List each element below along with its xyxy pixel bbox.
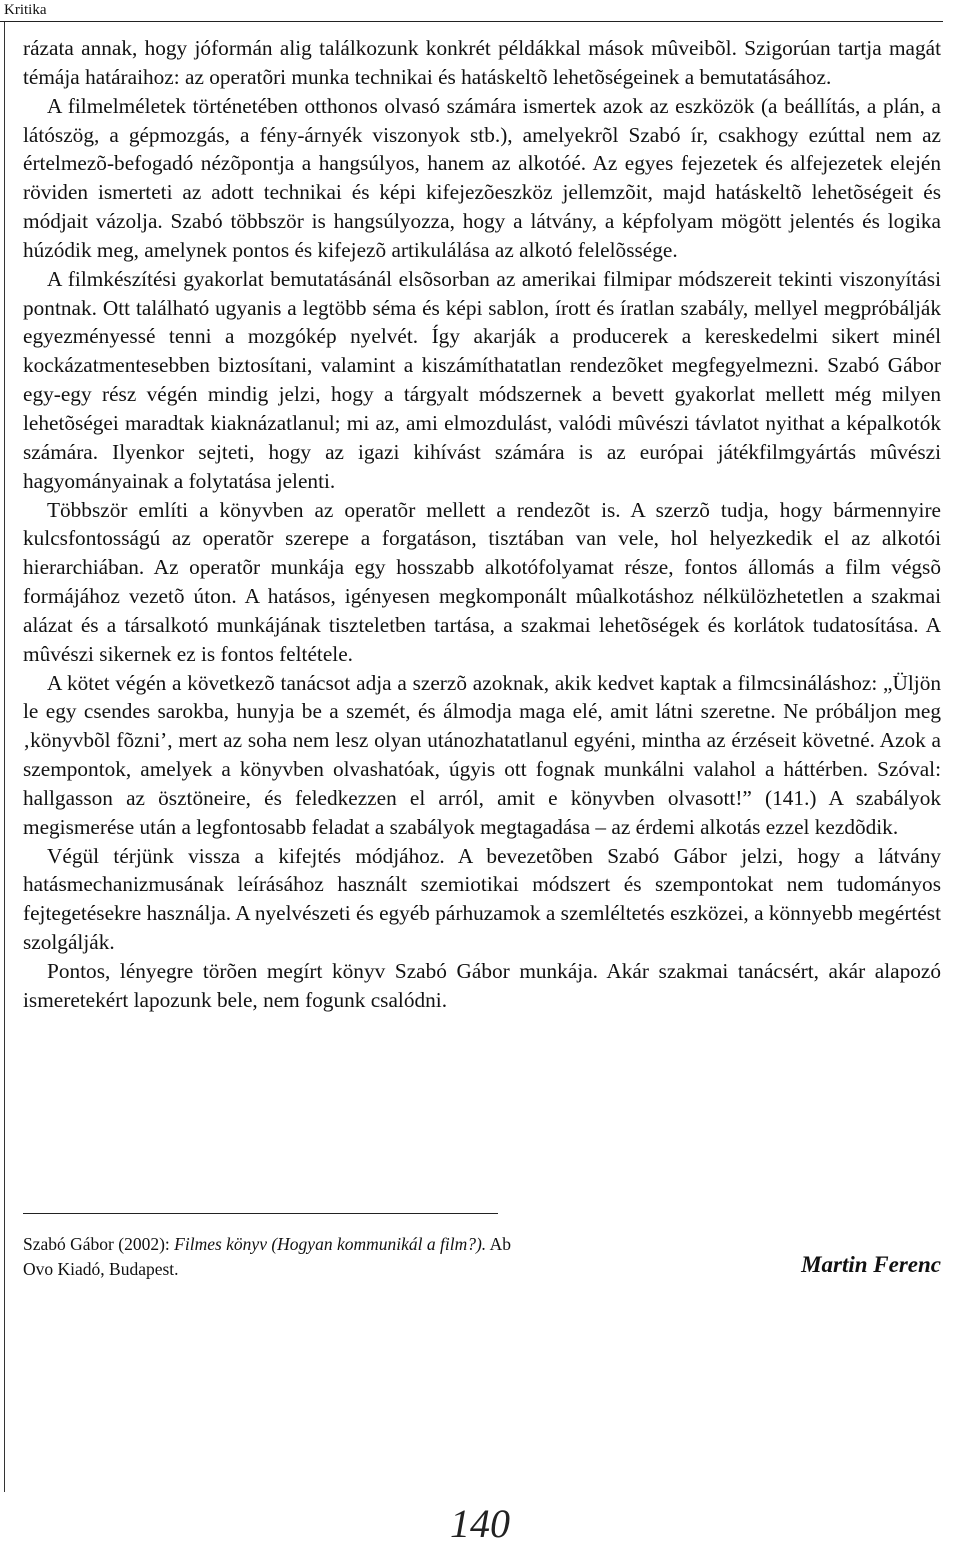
header-rule [0, 21, 943, 22]
reference-rule [23, 1213, 498, 1214]
paragraph: Többször említi a könyvben az operatõr mellett a rendezõt is. A szerzõ tudja, hogy bármennyire kulcsfontosságú az operatõr szerepe a forgatáson, tisztában van vele, hol helyezkedik el az alkotói hierarchiában. Az operatõr munkája egy hosszabb alkotófolyamat része, fontos állomás a film végsõ formájához vezetõ úton. A hatásos, igényesen megkomponált mûalkotáshoz nélkülözhetetlen a szakmai alázat és a társalkotó munkájának tiszteletben tartása, a szakmai lehetõségek és korlátok tudatosítása. A mûvészi sikernek ez is fontos feltétele. [23, 497, 941, 666]
bibliographic-reference [23, 1232, 523, 1282]
reference-publisher: Ab Ovo Kiadó, Budapest. [23, 1234, 511, 1279]
paragraph: Végül térjünk vissza a kifejtés módjához. A bevezetõben Szabó Gábor jelzi, hogy a látvány hatásmechanizmusának leírásához használt szemiotikai módszert és szempontokat nem tudományos fejtegetésekre használja. A nyelvészeti és egyéb párhuzamok a szemléltetés eszközei, a könnyebb megértést szolgálják. [23, 843, 941, 955]
paragraph: A filmkészítési gyakorlat bemutatásánál elsõsorban az amerikai filmipar módszereit tekinti viszonyítási pontnak. Ott található ugyanis a legtöbb séma és képi sablon, írott és íratlan szabály, mellyel megpróbálják egyezményessé tenni a mozgókép nyelvét. Így akarják a producerek a kereskedelmi sikert minél kockázatmentesebben biztosítani, valamint a kiszámíthatatlan rendezõket megfegyelmezni. Szabó Gábor egy-egy rész végén mindig jelzi, hogy a tárgyalt módszernek a bevett gyakorlat mellett még milyen lehetõségei maradtak kiaknázatlanul; mi az, ami elmozdulást, valódi mûvészi távlatot nyithat a képalkotók számára. Ilyenkor sejteti, hogy az igazi kihívást számára is az európai játékfilmgyártás mûvészi hagyományainak a folytatása jelenti. [23, 266, 941, 493]
paragraph: A kötet végén a következõ tanácsot adja a szerzõ azoknak, akik kedvet kaptak a filmcsináláshoz: „Üljön le egy csendes sarokba, hunyja be a szemét, és álmodja maga elé, amit látni szeretne. Ne próbáljon meg ‚könyvbõl fõzni’, mert az soha nem lesz olyan utánozhatatlanul egyéni, mintha az érzéseit követné. Azok a szempontok, amelyek a könyvben olvashatóak, úgyis ott fognak munkálni valahol a háttérben. Szóval: hallgasson az ösztöneire, és feledkezzen el arról, amit e könyvben olvasott!” (141.) A szabályok megismerése után a legfontosabb feladat a szabályok megtagadása – az érdemi alkotás ezzel kezdõdik. [23, 670, 941, 839]
author-signature: Martin Ferenc [801, 1252, 941, 1277]
page-header [0, 0, 960, 22]
paragraph: Pontos, lényegre törõen megírt könyv Szabó Gábor munkája. Akár szakmai tanácsért, akár alapozó ismeretekért lapozunk bele, nem fogunk csalódni. [23, 959, 941, 1012]
article-body [23, 34, 941, 1015]
running-head: Kritika [4, 2, 47, 18]
reference-author-year: Szabó Gábor (2002): [23, 1234, 175, 1254]
paragraph: rázata annak, hogy jóformán alig találkozunk konkrét példákkal mások mûveibõl. Szigorúan tartja magát témája határaihoz: az operatõri munka technikai és hatáskeltõ lehetõségeinek a bemutatásához. [23, 36, 941, 89]
page-number: 140 [450, 1501, 510, 1546]
paragraph: A filmelméletek történetében otthonos olvasó számára ismertek azok az eszközök (a beállítás, a plán, a látószög, a gépmozgás, a fény-árnyék viszonyok stb.), amelyekrõl Szabó ír, csakhogy ezúttal nem az értelmezõ-befogadó nézõpontja a hangsúlyos, hanem az alkotóé. Az egyes fejezetek és alfejezetek elején röviden ismerteti az adott technikai és képi kifejezõeszköz jellemzõit, majd hatáskeltõ lehetõségeit és módjait vázolja. Szabó többször is hangsúlyozza, hogy a látvány, a képfolyam mögött jelentés és logika húzódik meg, amelynek pontos és kifejezõ artikulálása az alkotó felelõssége. [23, 93, 941, 262]
left-margin-line [4, 22, 5, 1492]
reference-title: Filmes könyv (Hogyan kommunikál a film?). [174, 1234, 487, 1254]
